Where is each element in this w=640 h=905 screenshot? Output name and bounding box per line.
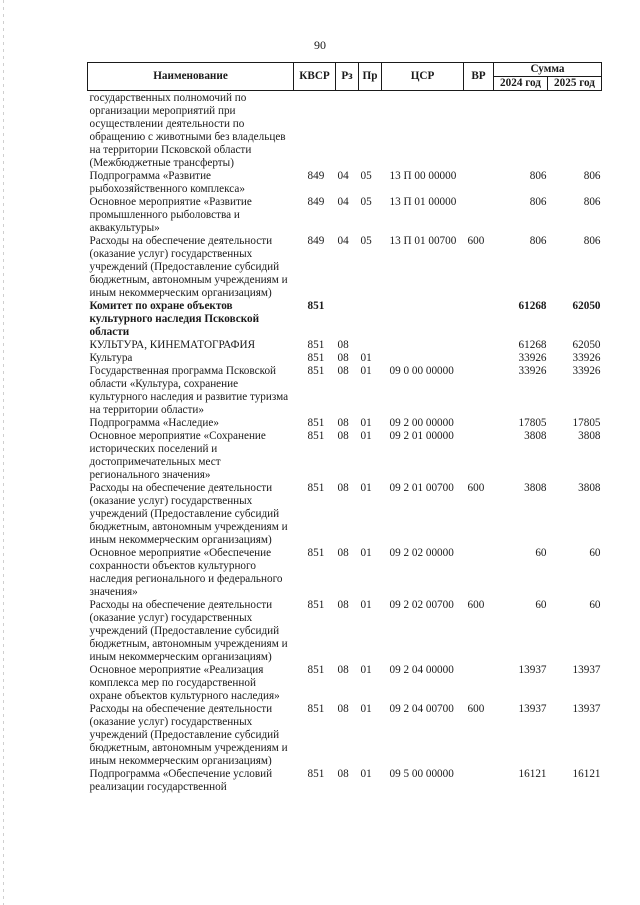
row-csr: 09 2 04 00000	[389, 664, 454, 676]
row-kvsr: 851	[307, 482, 325, 494]
table-row	[88, 91, 602, 171]
row-sum-2024: 61268	[518, 339, 547, 351]
row-csr: 13 П 00 00000	[389, 170, 457, 182]
row-sum-2024: 3808	[524, 482, 547, 494]
row-pr: 05	[360, 235, 372, 247]
row-rz: 08	[337, 547, 349, 559]
row-rz: 08	[337, 664, 349, 676]
row-kvsr: 851	[307, 339, 325, 351]
table-row	[88, 352, 602, 365]
row-rz: 04	[337, 196, 349, 208]
row-rz: 08	[337, 339, 349, 351]
row-csr: 09 2 01 00700	[389, 482, 454, 494]
row-sum-2024: 806	[529, 170, 547, 182]
row-pr: 01	[360, 599, 372, 611]
row-rz: 08	[337, 599, 349, 611]
row-sum-2024: 806	[529, 235, 547, 247]
row-sum-2025: 13937	[572, 664, 601, 676]
row-name: Расходы на обеспечение деятельности (оказание услуг) государственных учреждений (Предоставление субсидий бюджетным, автономным учреждениям и иным некоммерческим организациям)	[89, 599, 288, 663]
row-name: КУЛЬТУРА, КИНЕМАТОГРАФИЯ	[89, 339, 256, 351]
row-vr	[464, 352, 494, 365]
row-vr	[464, 339, 494, 352]
table-body	[88, 91, 602, 795]
row-csr	[382, 91, 464, 171]
table-row	[88, 417, 602, 430]
row-name: государственных полномочий по организации мероприятий при осуществлении деятельности по обращению с животными без владельцев на территории Псковской области (Межбюджетные трансферты)	[89, 92, 286, 169]
row-vr	[464, 91, 494, 171]
row-sum-2025: 33926	[572, 352, 601, 364]
row-rz: 04	[337, 170, 349, 182]
row-name: Расходы на обеспечение деятельности (оказание услуг) государственных учреждений (Предоставление субсидий бюджетным, автономным учреждениям и иным некоммерческим организациям)	[89, 235, 288, 299]
row-csr: 13 П 01 00000	[389, 196, 457, 208]
row-rz	[336, 300, 359, 339]
row-rz: 08	[337, 703, 349, 715]
row-sum-2024: 806	[529, 196, 547, 208]
row-sum-2025: 62050	[572, 339, 601, 351]
scan-edge	[3, 0, 4, 905]
row-pr: 01	[360, 768, 372, 780]
row-csr: 09 2 00 00000	[389, 417, 454, 429]
row-name: Подпрограмма «Наследие»	[89, 417, 219, 429]
row-name: Основное мероприятие «Обеспечение сохранности объектов культурного наследия регионального и федерального значения»	[89, 547, 283, 598]
table-row	[88, 430, 602, 482]
row-kvsr: 851	[307, 703, 325, 715]
row-rz: 08	[337, 365, 349, 377]
row-csr: 09 0 00 00000	[389, 365, 454, 377]
row-kvsr: 851	[307, 365, 325, 377]
row-sum-2024: 13937	[518, 664, 547, 676]
row-pr: 05	[360, 170, 372, 182]
row-vr	[464, 430, 494, 482]
row-kvsr: 851	[307, 300, 325, 312]
row-name: Основное мероприятие «Сохранение исторических поселений и достопримечательных мест регионального значения»	[89, 430, 266, 481]
row-name: Основное мероприятие «Развитие промышленного рыболовства и аквакультуры»	[89, 196, 252, 234]
row-csr: 13 П 01 00700	[389, 235, 457, 247]
row-sum-2024: 3808	[524, 430, 547, 442]
row-sum-2025: 806	[583, 196, 601, 208]
row-kvsr: 851	[307, 599, 325, 611]
row-kvsr: 849	[307, 170, 325, 182]
row-pr: 01	[360, 703, 372, 715]
row-sum-2024: 33926	[518, 365, 547, 377]
table-row	[88, 196, 602, 235]
row-name: Расходы на обеспечение деятельности (оказание услуг) государственных учреждений (Предоставление субсидий бюджетным, автономным учреждениям и иным некоммерческим организациям)	[89, 703, 288, 767]
row-vr: 600	[467, 235, 485, 247]
row-csr	[382, 300, 464, 339]
row-name: Расходы на обеспечение деятельности (оказание услуг) государственных учреждений (Предоставление субсидий бюджетным, автономным учреждениям и иным некоммерческим организациям)	[89, 482, 288, 546]
row-vr	[464, 196, 494, 235]
row-rz	[336, 91, 359, 171]
row-csr: 09 2 02 00000	[389, 547, 454, 559]
row-sum-2025: 806	[583, 235, 601, 247]
row-sum-2025: 3808	[578, 430, 601, 442]
table-row	[88, 599, 602, 664]
row-sum-2024: 16121	[518, 768, 547, 780]
row-vr	[464, 768, 494, 794]
row-sum-2025: 62050	[572, 300, 601, 312]
row-csr	[382, 339, 464, 352]
row-sum-2025: 33926	[572, 365, 601, 377]
row-vr: 600	[467, 703, 485, 715]
row-rz: 04	[337, 235, 349, 247]
row-csr	[382, 352, 464, 365]
row-sum-2025: 60	[589, 599, 601, 611]
row-pr: 01	[360, 352, 372, 364]
row-sum-2024: 60	[535, 547, 547, 559]
row-csr: 09 5 00 00000	[389, 768, 454, 780]
row-kvsr: 849	[307, 196, 325, 208]
table-row	[88, 664, 602, 703]
page-number: 90	[314, 38, 326, 52]
row-kvsr: 851	[307, 547, 325, 559]
table-row	[88, 235, 602, 300]
row-kvsr: 851	[307, 664, 325, 676]
row-sum-2024: 33926	[518, 352, 547, 364]
row-name: Подпрограмма «Обеспечение условий реализации государственной	[89, 768, 273, 793]
row-kvsr: 851	[307, 352, 325, 364]
table-header	[88, 63, 602, 91]
row-name: Государственная программа Псковской области «Культура, сохранение культурного наследия и развитие туризма на территории области»	[89, 365, 289, 416]
row-vr	[464, 170, 494, 196]
header-sum: Сумма	[494, 63, 602, 77]
row-rz: 08	[337, 430, 349, 442]
row-kvsr: 851	[307, 417, 325, 429]
header-rz: Рз	[336, 63, 359, 91]
row-csr: 09 2 02 00700	[389, 599, 454, 611]
row-pr: 01	[360, 417, 372, 429]
table-row	[88, 300, 602, 339]
table-row	[88, 768, 602, 794]
row-pr: 05	[360, 196, 372, 208]
row-rz: 08	[337, 482, 349, 494]
row-name: Подпрограмма «Развитие рыбохозяйственного комплекса»	[89, 170, 245, 195]
header-year-2024: 2024 год	[494, 77, 548, 91]
row-pr: 01	[360, 430, 372, 442]
row-vr	[464, 664, 494, 703]
row-csr: 09 2 04 00700	[389, 703, 454, 715]
row-pr	[359, 339, 382, 352]
row-rz: 08	[337, 768, 349, 780]
table-row	[88, 703, 602, 768]
row-pr: 01	[360, 664, 372, 676]
row-rz: 08	[337, 352, 349, 364]
row-csr: 09 2 01 00000	[389, 430, 454, 442]
row-sum-2025: 13937	[572, 703, 601, 715]
row-sum-2024: 17805	[518, 417, 547, 429]
table-row	[88, 170, 602, 196]
header-name: Наименование	[88, 63, 294, 91]
row-sum-2025	[548, 91, 602, 171]
row-pr: 01	[360, 547, 372, 559]
row-pr	[359, 300, 382, 339]
budget-table	[87, 62, 602, 794]
row-rz: 08	[337, 417, 349, 429]
row-vr	[464, 417, 494, 430]
row-name: Культура	[89, 352, 133, 364]
row-sum-2025: 16121	[572, 768, 601, 780]
row-pr: 01	[360, 365, 372, 377]
row-sum-2024: 61268	[518, 300, 547, 312]
header-csr: ЦСР	[382, 63, 464, 91]
header-pr: Пр	[359, 63, 382, 91]
header-vr: ВР	[464, 63, 494, 91]
row-kvsr: 851	[307, 768, 325, 780]
table-row	[88, 339, 602, 352]
row-name: Основное мероприятие «Реализация комплекса мер по государственной охране объектов культурного наследия»	[89, 664, 280, 702]
table-row	[88, 365, 602, 417]
row-name: Комитет по охране объектов культурного наследия Псковской области	[89, 300, 260, 338]
row-vr	[464, 547, 494, 599]
header-kvsr: КВСР	[294, 63, 336, 91]
header-year-2025: 2025 год	[548, 77, 602, 91]
table-row	[88, 547, 602, 599]
row-sum-2024	[494, 91, 548, 171]
row-sum-2025: 806	[583, 170, 601, 182]
row-sum-2025: 17805	[572, 417, 601, 429]
row-sum-2024: 60	[535, 599, 547, 611]
row-sum-2025: 3808	[578, 482, 601, 494]
row-vr: 600	[467, 599, 485, 611]
row-vr	[464, 365, 494, 417]
row-kvsr	[294, 91, 336, 171]
row-sum-2025: 60	[589, 547, 601, 559]
row-pr: 01	[360, 482, 372, 494]
row-vr: 600	[467, 482, 485, 494]
row-vr	[464, 300, 494, 339]
table-row	[88, 482, 602, 547]
row-kvsr: 851	[307, 430, 325, 442]
row-pr	[359, 91, 382, 171]
row-sum-2024: 13937	[518, 703, 547, 715]
row-kvsr: 849	[307, 235, 325, 247]
